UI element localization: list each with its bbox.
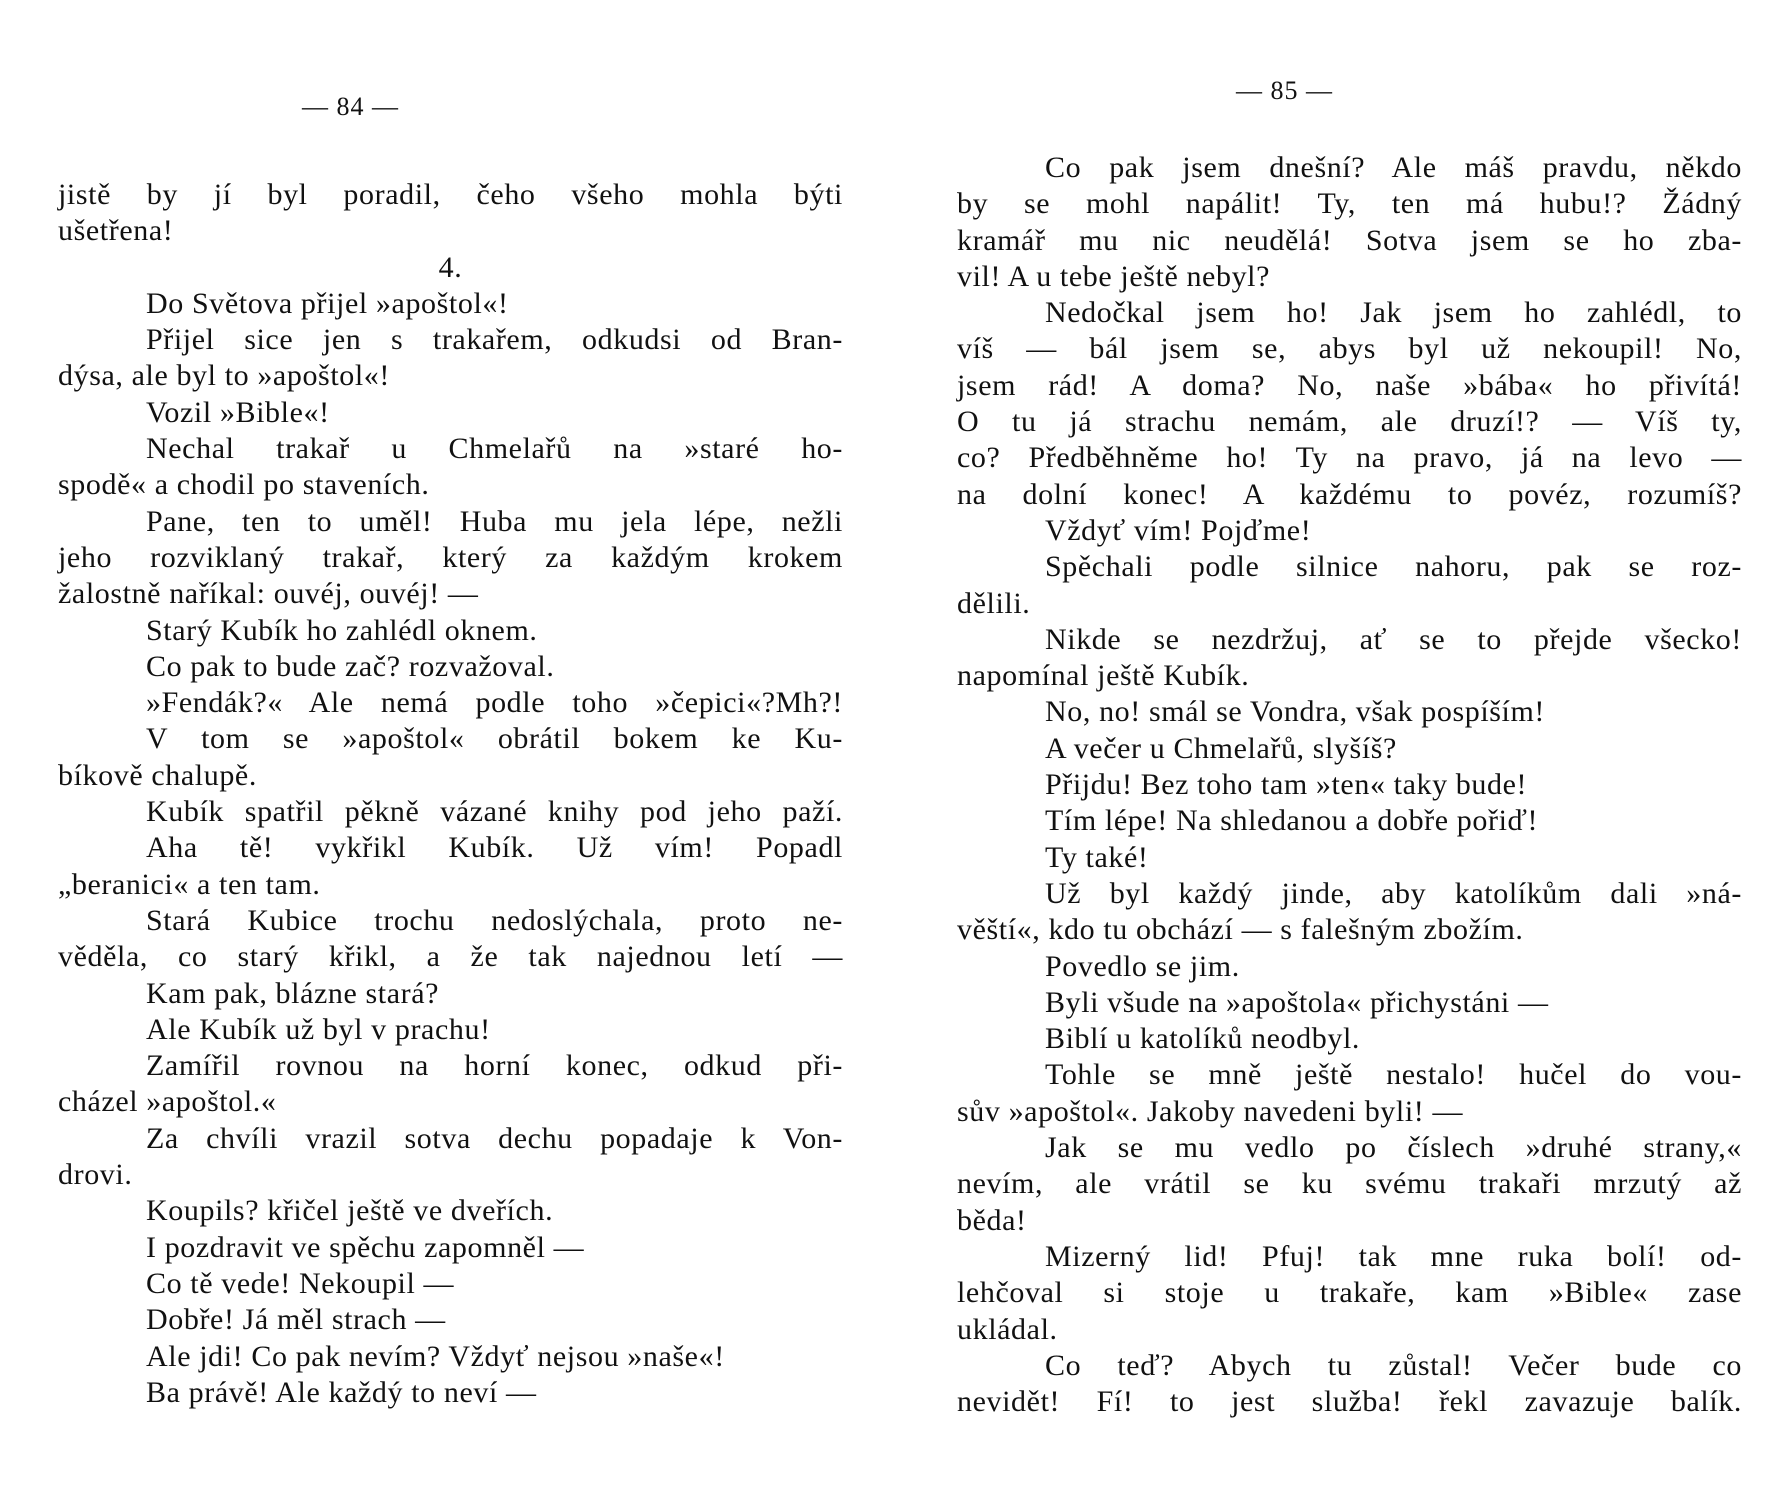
text-line: dělili. <box>957 586 1031 620</box>
text-line: Ale Kubík už byl v prachu! <box>146 1012 491 1046</box>
text-line: Za chvíli vrazil sotva dechu popadaje k Von- <box>146 1121 843 1155</box>
text-line: ukládal. <box>957 1312 1058 1346</box>
text-line: A večer u Chmelařů, slyšíš? <box>1045 731 1397 765</box>
text-line: „beranici« a ten tam. <box>58 867 321 901</box>
text-line: Byli všude na »apoštola« přichystáni — <box>1045 985 1549 1019</box>
text-line: Mizerný lid! Pfuj! tak mne ruka bolí! od- <box>1045 1239 1742 1273</box>
text-line: na dolní konec! A každému to povéz, rozumíš? <box>957 477 1742 511</box>
text-line: I pozdravit ve spěchu zapomněl — <box>146 1230 585 1264</box>
text-line: Ty také! <box>1045 840 1149 874</box>
page-number: — 85 — <box>1236 76 1333 105</box>
text-line: ušetřena! <box>58 214 174 248</box>
text-line: Dobře! Já měl strach — <box>146 1303 446 1337</box>
text-line: by se mohl napálit! Ty, ten má hubu!? Žádný <box>957 187 1742 221</box>
text-line: Co pak jsem dnešní? Ale máš pravdu, někdo <box>1045 151 1742 184</box>
text-line: Do Světova přijel »apoštol«! <box>146 286 509 320</box>
text-line: Nedočkal jsem ho! Jak jsem ho zahlédl, to <box>1045 296 1742 330</box>
text-line: napomínal ještě Kubík. <box>957 659 1250 693</box>
text-line: Přijdu! Bez toho tam »ten« taky bude! <box>1045 768 1528 802</box>
text-line: nevidět! Fí! to jest služba! řekl zavazuje balík. <box>957 1385 1742 1419</box>
text-line: Tohle se mně ještě nestalo! hučel do vou- <box>1045 1058 1742 1092</box>
text-line: kramář mu nic neudělá! Sotva jsem se ho zba- <box>957 223 1742 257</box>
text-line: spodě« a chodil po staveních. <box>58 468 430 502</box>
text-line: Kubík spatřil pěkně vázané knihy pod jeho paží. <box>146 795 843 829</box>
text-line: lehčoval si stoje u trakaře, kam »Bible« zase <box>957 1276 1742 1310</box>
text-line: běda! <box>957 1203 1027 1237</box>
text-line: Stará Kubice trochu nedoslýchala, proto ne- <box>146 903 843 937</box>
text-line: jeho rozviklaný trakař, který za každým krokem <box>58 540 843 574</box>
text-line: O tu já strachu nemám, ale druzí!? — Víš ty, <box>957 405 1742 439</box>
text-line: Koupils? křičel ještě ve dveřích. <box>146 1194 554 1228</box>
text-line: jsem rád! A doma? No, naše »bába« ho přivítá! <box>957 368 1742 402</box>
text-line: Přijel sice jen s trakařem, odkudsi od Bran- <box>146 323 843 357</box>
text-line: Nechal trakař u Chmelařů na »staré ho- <box>146 432 843 466</box>
text-line: Povedlo se jim. <box>1045 949 1240 983</box>
text-line: dýsa, ale byl to »apoštol«! <box>58 359 390 393</box>
text-line: sův »apoštol«. Jakoby navedeni byli! — <box>957 1094 1464 1128</box>
text-line: bíkově chalupě. <box>58 758 257 792</box>
text-line: cházel »apoštol.« <box>58 1085 277 1119</box>
text-line: V tom se »apoštol« obrátil bokem ke Ku- <box>146 722 843 756</box>
page-text <box>957 150 1742 1420</box>
text-line: Biblí u katolíků neodbyl. <box>1045 1022 1360 1056</box>
text-line: Co pak to bude zač? rozvažoval. <box>146 649 555 683</box>
page-number: — 84 — <box>302 92 399 121</box>
text-line: Kam pak, blázne stará? <box>146 976 440 1010</box>
text-line: věští«, kdo tu obchází — s falešným zbožím. <box>957 913 1524 947</box>
text-line: Co tě vede! Nekoupil — <box>146 1266 455 1300</box>
text-line: nevím, ale vrátil se ku svému trakaři mrzutý až <box>957 1167 1742 1201</box>
text-line: »Fendák?« Ale nemá podle toho »čepici«?Mh?! <box>146 686 843 720</box>
text-line: Starý Kubík ho zahlédl oknem. <box>146 613 538 647</box>
text-line: Už byl každý jinde, aby katolíkům dali »ná- <box>1045 876 1742 910</box>
text-line: Aha tě! vykřikl Kubík. Už vím! Popadl <box>146 831 843 865</box>
text-line: jistě by jí byl poradil, čeho všeho mohla býti <box>58 178 843 211</box>
text-line: Vždyť vím! Pojďme! <box>1045 513 1312 547</box>
text-line: žalostně naříkal: ouvéj, ouvéj! — <box>58 577 479 611</box>
text-line: Nikde se nezdržuj, ať se to přejde všecko! <box>1045 622 1742 656</box>
text-line: Tím lépe! Na shledanou a dobře pořiď! <box>1045 804 1539 838</box>
text-line: víš — bál jsem se, abys byl už nekoupil! No, <box>957 332 1742 366</box>
text-line: No, no! smál se Vondra, však pospíším! <box>1045 695 1546 729</box>
text-line: Co teď? Abych tu zůstal! Večer bude co <box>1045 1348 1742 1382</box>
text-line: drovi. <box>58 1158 133 1192</box>
text-line: Zamířil rovnou na horní konec, odkud při- <box>146 1049 843 1083</box>
text-line: Pane, ten to uměl! Huba mu jela lépe, nežli <box>146 504 843 538</box>
text-line: Ale jdi! Co pak nevím? Vždyť nejsou »naše«! <box>146 1339 725 1373</box>
text-line: Jak se mu vedlo po číslech »druhé strany,« <box>1045 1131 1742 1165</box>
page-text <box>58 177 843 1411</box>
text-line: 4. <box>438 250 463 284</box>
text-line: vil! A u tebe ještě nebyl? <box>957 259 1271 293</box>
text-line: věděla, co starý křikl, a že tak najednou letí — <box>58 940 843 974</box>
text-line: Ba právě! Ale každý to neví — <box>146 1375 537 1409</box>
text-line: Spěchali podle silnice nahoru, pak se roz- <box>1045 550 1742 584</box>
text-line: co? Předběhněme ho! Ty na pravo, já na levo — <box>957 441 1742 475</box>
text-line: Vozil »Bible«! <box>146 395 330 429</box>
